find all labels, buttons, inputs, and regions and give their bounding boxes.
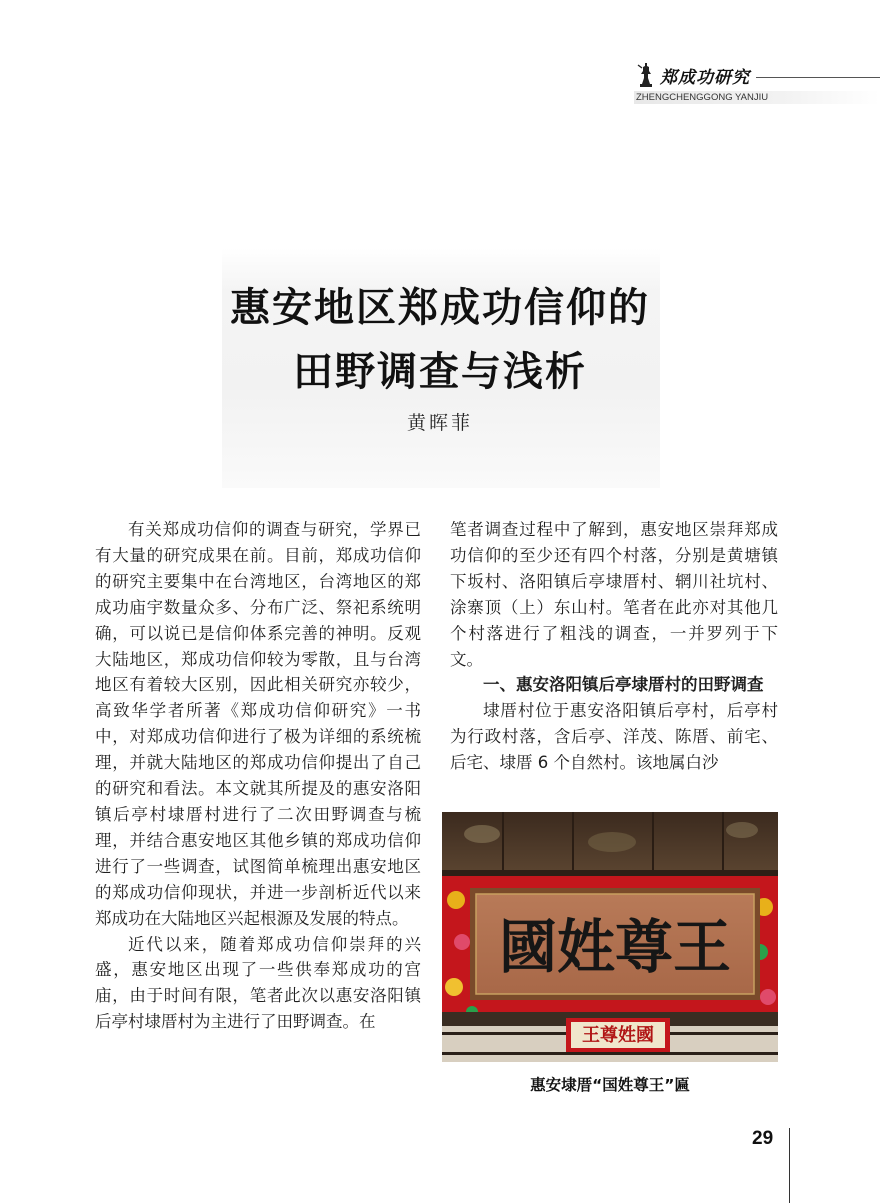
journal-subtitle: ZHENGCHENGGONG YANJIU bbox=[634, 91, 880, 104]
body-paragraph-continued: 笔者调查过程中了解到，惠安地区崇拜郑成功信仰的至少还有四个村落，分别是黄塘镇下坂村、洛阳镇后亭埭厝村、辋川社坑村、涂寨顶（上）东山村。笔者在此亦对其他几个村落进行了粗浅的调查，一并罗列于下文。 bbox=[450, 520, 778, 669]
right-column bbox=[450, 517, 778, 776]
article-author: 黄晖菲 bbox=[406, 412, 473, 434]
plaque-photo bbox=[442, 812, 778, 1062]
article-title-line-2: 田野调查与浅析 bbox=[293, 349, 587, 395]
plaque-text: 國姓尊王 bbox=[498, 913, 732, 981]
page-number-rule bbox=[789, 1128, 790, 1203]
body-paragraph: 埭厝村位于惠安洛阳镇后亭村，后亭村为行政村落，含后亭、洋茂、陈厝、前宅、后宅、埭厝 6 个自然村。该地属白沙 bbox=[450, 701, 778, 773]
left-column bbox=[95, 517, 421, 1035]
statue-icon bbox=[636, 62, 656, 88]
body-paragraph: 近代以来，随着郑成功信仰崇拜的兴盛，惠安地区出现了一些供奉郑成功的宫庙，由于时间有限，笔者此次以惠安洛阳镇后亭村埭厝村为主进行了田野调查。在 bbox=[95, 934, 421, 1032]
header-rule bbox=[756, 77, 880, 78]
article-title-line-1: 惠安地区郑成功信仰的 bbox=[230, 285, 650, 331]
page-number: 29 bbox=[752, 1128, 774, 1149]
body-paragraph: 有关郑成功信仰的调查与研究，学界已有大量的研究成果在前。目前，郑成功信仰的研究主要集中在台湾地区，台湾地区的郑成功庙宇数量众多、分布广泛、祭祀系统明确，可以说已是信仰体系完善的神明。反观大陆地区，郑成功信仰较为零散，且与台湾地区有着较大区别，因此相关研究亦较少，高致华学者所著《郑成功信仰研究》一书中，对郑成功信仰进行了极为详细的系统梳理，并就大陆地区的郑成功信仰提出了自己的研究和看法。本文就其所提及的惠安洛阳镇后亭村埭厝村进行了二次田野调查与梳理，并结合惠安地区其他乡镇的郑成功信仰进行了一些调查，试图简单梳理出惠安地区的郑成功信仰现状，并进一步剖析近代以来郑成功在大陆地区兴起根源及发展的特点。 bbox=[95, 520, 421, 928]
figure-caption: 惠安埭厝“国姓尊王”匾 bbox=[530, 1076, 690, 1094]
small-plaque-text: 王尊姓國 bbox=[582, 1025, 654, 1046]
journal-title: 郑成功研究 bbox=[660, 68, 750, 88]
section-heading: 一、惠安洛阳镇后亭埭厝村的田野调查 bbox=[483, 675, 764, 695]
